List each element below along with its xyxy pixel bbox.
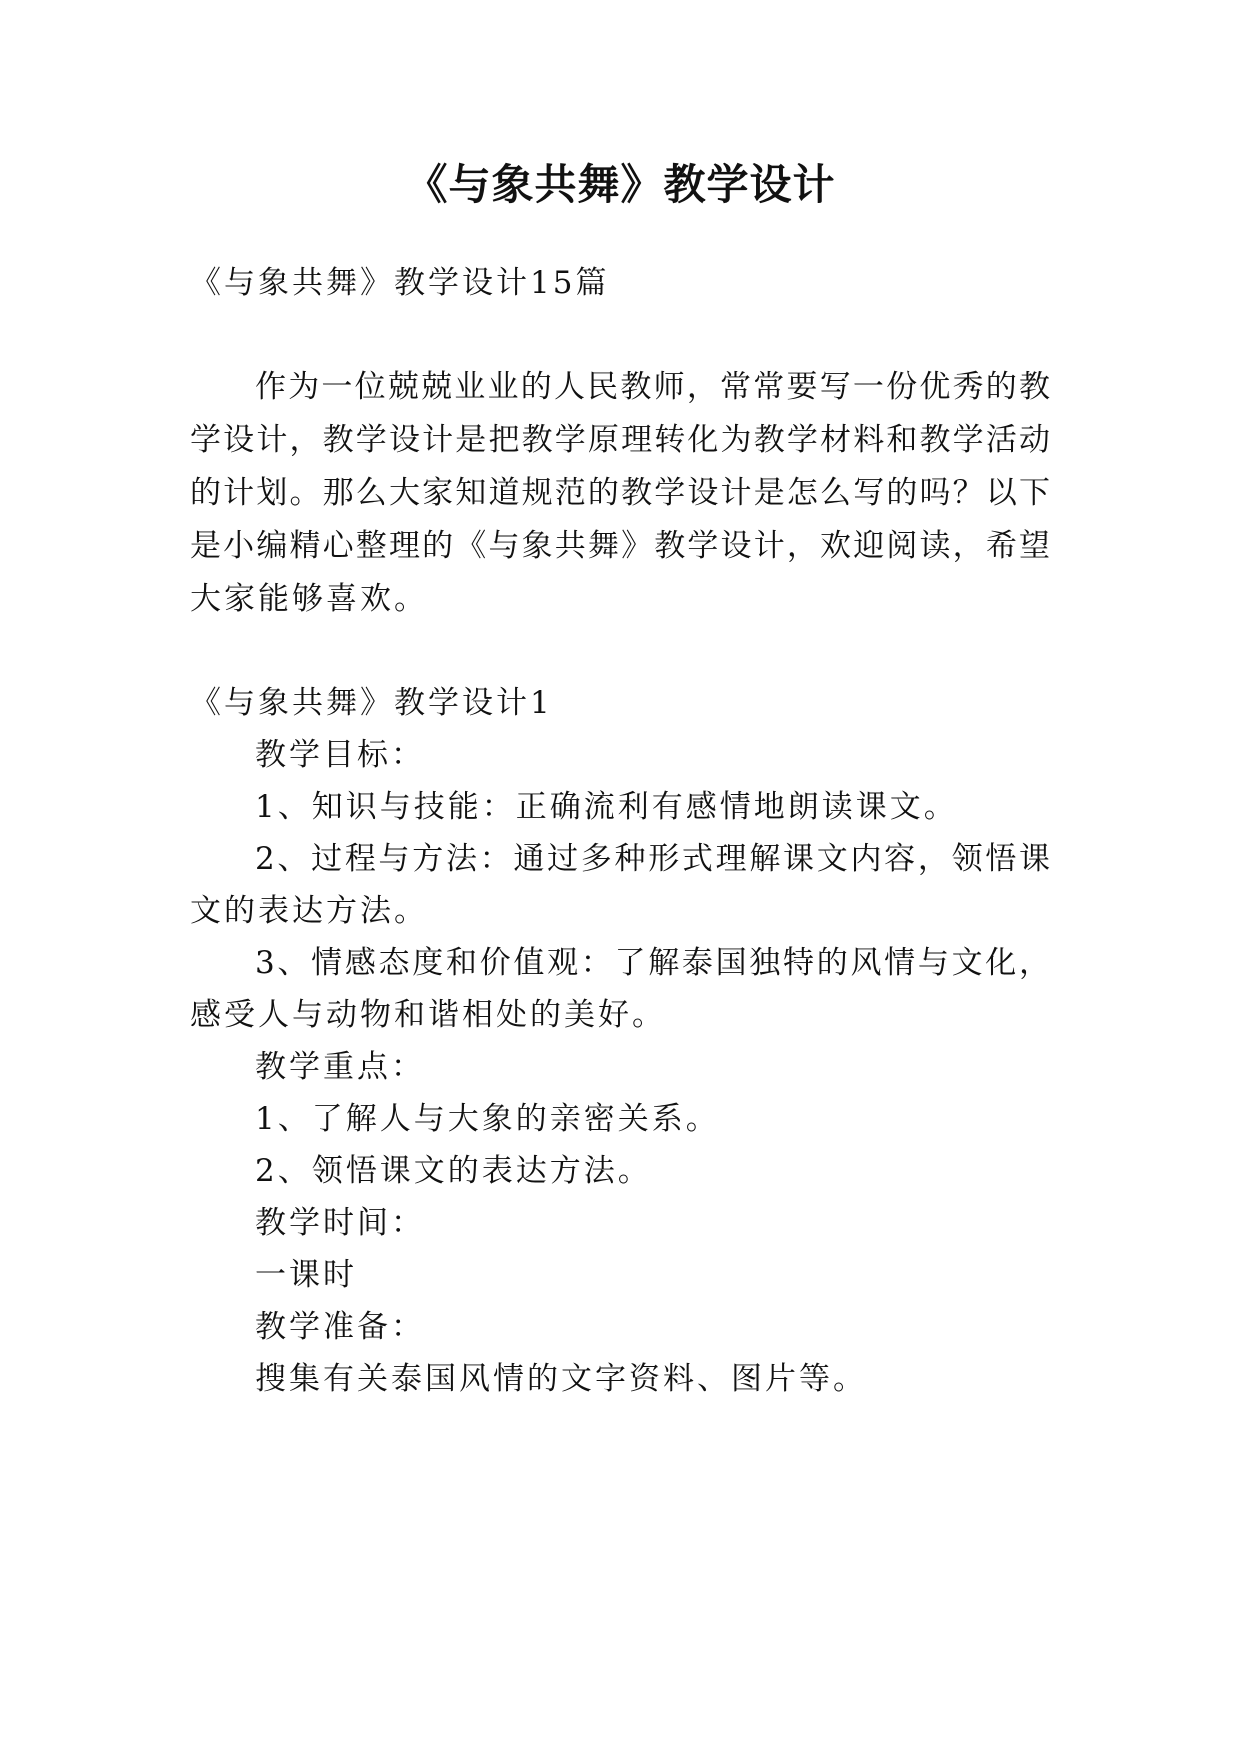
prep-value: 搜集有关泰国风情的文字资料、图片等。	[255, 1361, 867, 1397]
objective-line: 感受人与动物和谐相处的美好。	[190, 997, 666, 1033]
objective-line: 3、情感态度和价值观：了解泰国独特的风情与文化，	[255, 945, 1050, 981]
prep-label: 教学准备：	[255, 1309, 425, 1345]
intro-line: 作为一位兢兢业业的人民教师，常常要写一份优秀的教	[255, 369, 1050, 405]
intro-line: 学设计，教学设计是把教学原理转化为教学材料和教学活动	[190, 422, 1050, 458]
objective-line: 2、过程与方法：通过多种形式理解课文内容，领悟课	[255, 841, 1050, 877]
objective-item: 1、知识与技能：正确流利有感情地朗读课文。	[255, 789, 958, 825]
document-subtitle: 《与象共舞》教学设计15篇	[190, 265, 610, 301]
key-point-item: 1、了解人与大象的亲密关系。	[255, 1101, 720, 1137]
intro-line: 的计划。那么大家知道规范的教学设计是怎么写的吗？以下	[190, 475, 1050, 511]
intro-line: 大家能够喜欢。	[190, 581, 428, 617]
document-title: 《与象共舞》教学设计	[405, 160, 836, 209]
time-value: 一课时	[255, 1257, 357, 1293]
time-label: 教学时间：	[255, 1205, 425, 1241]
section-heading: 《与象共舞》教学设计1	[190, 685, 553, 721]
objective-line: 文的表达方法。	[190, 893, 428, 929]
key-points-label: 教学重点：	[255, 1049, 425, 1085]
intro-line: 是小编精心整理的《与象共舞》教学设计，欢迎阅读，希望	[190, 528, 1050, 564]
objectives-label: 教学目标：	[255, 737, 425, 773]
key-point-item: 2、领悟课文的表达方法。	[255, 1153, 652, 1189]
